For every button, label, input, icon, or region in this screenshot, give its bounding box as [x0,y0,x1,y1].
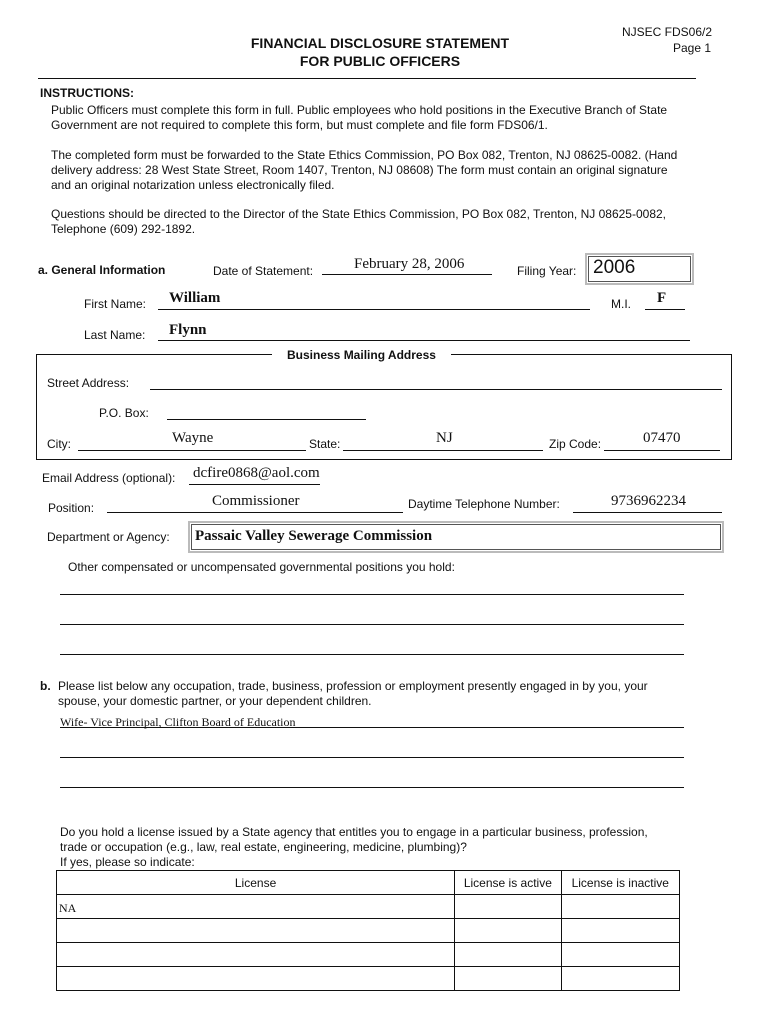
license-inactive-header: License is inactive [561,871,679,895]
other-positions-line-1[interactable] [60,594,684,595]
filing-year-label: Filing Year: [517,264,577,278]
city-underline [78,450,306,451]
instructions-p3-line2: Telephone (609) 292-1892. [51,222,196,236]
po-box-label: P.O. Box: [99,406,149,420]
instructions-p1-line2: Government are not required to complete this form, but must complete and file form FDS06/1. [51,118,548,132]
phone-underline [573,512,722,513]
city-label: City: [47,437,71,451]
other-positions-line-2[interactable] [60,624,684,625]
license-inactive-cell[interactable] [561,967,679,991]
occupation-line-3[interactable] [60,787,684,788]
email-underline [189,484,320,485]
occupation-answer-1[interactable]: Wife- Vice Principal, Clifton Board of Education [60,715,296,729]
position-field[interactable]: Commissioner [212,493,300,509]
state-field[interactable]: NJ [436,430,453,446]
position-label: Position: [48,501,95,515]
first-name-underline [158,309,590,310]
form-code: NJSEC FDS06/2 [622,25,713,39]
section-a-heading: a. General Information [38,263,166,277]
license-active-header: License is active [455,871,561,895]
first-name-field[interactable]: William [169,290,221,306]
license-question-line1: Do you hold a license issued by a State agency that entitles you to engage in a particular business, profession, [60,825,648,839]
email-label: Email Address (optional): [42,471,176,485]
instructions-heading: INSTRUCTIONS: [40,86,134,100]
instructions-p2-line2: delivery address: 28 West State Street, Room 1407, Trenton, NJ 08608) The form must contain an original signature [51,163,668,177]
zip-code-label: Zip Code: [549,437,602,451]
license-question-line2: trade or occupation (e.g., law, real estate, engineering, medicine, plumbing)? [60,840,467,854]
filing-year-value: 2006 [593,257,636,278]
license-inactive-cell[interactable] [561,895,679,919]
mi-underline [645,309,685,310]
license-row [57,943,680,967]
instructions-paragraph-2 [51,148,677,193]
date-underline [322,274,492,275]
license-row [57,895,680,919]
license-table [56,870,680,991]
license-row [57,919,680,943]
instructions-p1-line1: Public Officers must complete this form in full. Public employees who hold positions in the Executive Branch of State [51,103,668,117]
po-box-underline [167,419,366,420]
license-table-header [57,871,680,895]
license-active-cell[interactable] [455,967,561,991]
phone-label: Daytime Telephone Number: [408,497,560,511]
email-field[interactable]: dcfire0868@aol.com [193,465,320,481]
business-mailing-address-heading: Business Mailing Address [272,348,451,362]
department-label: Department or Agency: [47,530,170,544]
date-label: Date of Statement: [213,264,314,278]
section-b-marker: b. [40,679,51,693]
state-label: State: [309,437,341,451]
department-value: Passaic Valley Sewerage Commission [195,528,433,544]
license-name-cell[interactable]: NA [57,895,455,919]
daytime-phone-field[interactable]: 9736962234 [611,493,686,509]
section-b-question-line2: spouse, your domestic partner, or your dependent children. [58,694,372,708]
other-positions-label: Other compensated or uncompensated governmental positions you hold: [68,560,455,574]
header-rule [38,78,696,79]
first-name-label: First Name: [84,297,147,311]
instructions-p2-line3: and an original notarization unless electronically filed. [51,178,335,192]
form-title-line2: FOR PUBLIC OFFICERS [299,53,461,69]
occupation-line-1 [60,727,684,728]
license-name-cell[interactable] [57,943,455,967]
license-inactive-cell[interactable] [561,919,679,943]
license-question [60,825,648,870]
license-inactive-cell[interactable] [561,943,679,967]
last-name-label: Last Name: [84,328,146,342]
street-address-label: Street Address: [47,376,130,390]
filing-year-field[interactable] [585,253,694,285]
street-underline [150,389,722,390]
section-b-question [58,679,648,709]
license-name-cell[interactable] [57,919,455,943]
department-field[interactable] [188,521,724,553]
page-number: Page 1 [673,41,712,55]
license-header: License [57,871,455,895]
license-active-cell[interactable] [455,919,561,943]
instructions-paragraph-1 [51,103,667,133]
license-name-cell[interactable] [57,967,455,991]
occupation-line-2[interactable] [60,757,684,758]
position-underline [107,512,403,513]
license-active-cell[interactable] [455,895,561,919]
mi-label: M.I. [611,297,631,311]
zip-code-field[interactable]: 07470 [643,430,681,446]
other-positions-line-3[interactable] [60,654,684,655]
middle-initial-field[interactable]: F [657,290,667,306]
instructions-p2-line1: The completed form must be forwarded to the State Ethics Commission, PO Box 082, Trenton, NJ 08625-0082. (Hand [51,148,678,162]
section-b-question-line1: Please list below any occupation, trade, business, profession or employment presently engaged in by you, your [58,679,648,693]
license-row [57,967,680,991]
last-name-underline [158,340,690,341]
instructions-paragraph-3 [51,207,666,237]
zip-underline [604,450,720,451]
license-active-cell[interactable] [455,943,561,967]
license-question-line3: If yes, please so indicate: [60,855,195,869]
city-field[interactable]: Wayne [172,430,214,446]
date-of-statement-field[interactable]: February 28, 2006 [354,256,465,272]
last-name-field[interactable]: Flynn [169,322,207,338]
form-title-line1: FINANCIAL DISCLOSURE STATEMENT [250,35,510,51]
instructions-p3-line1: Questions should be directed to the Director of the State Ethics Commission, PO Box 082, Trenton, NJ 08625-0082, [51,207,666,221]
state-underline [343,450,543,451]
